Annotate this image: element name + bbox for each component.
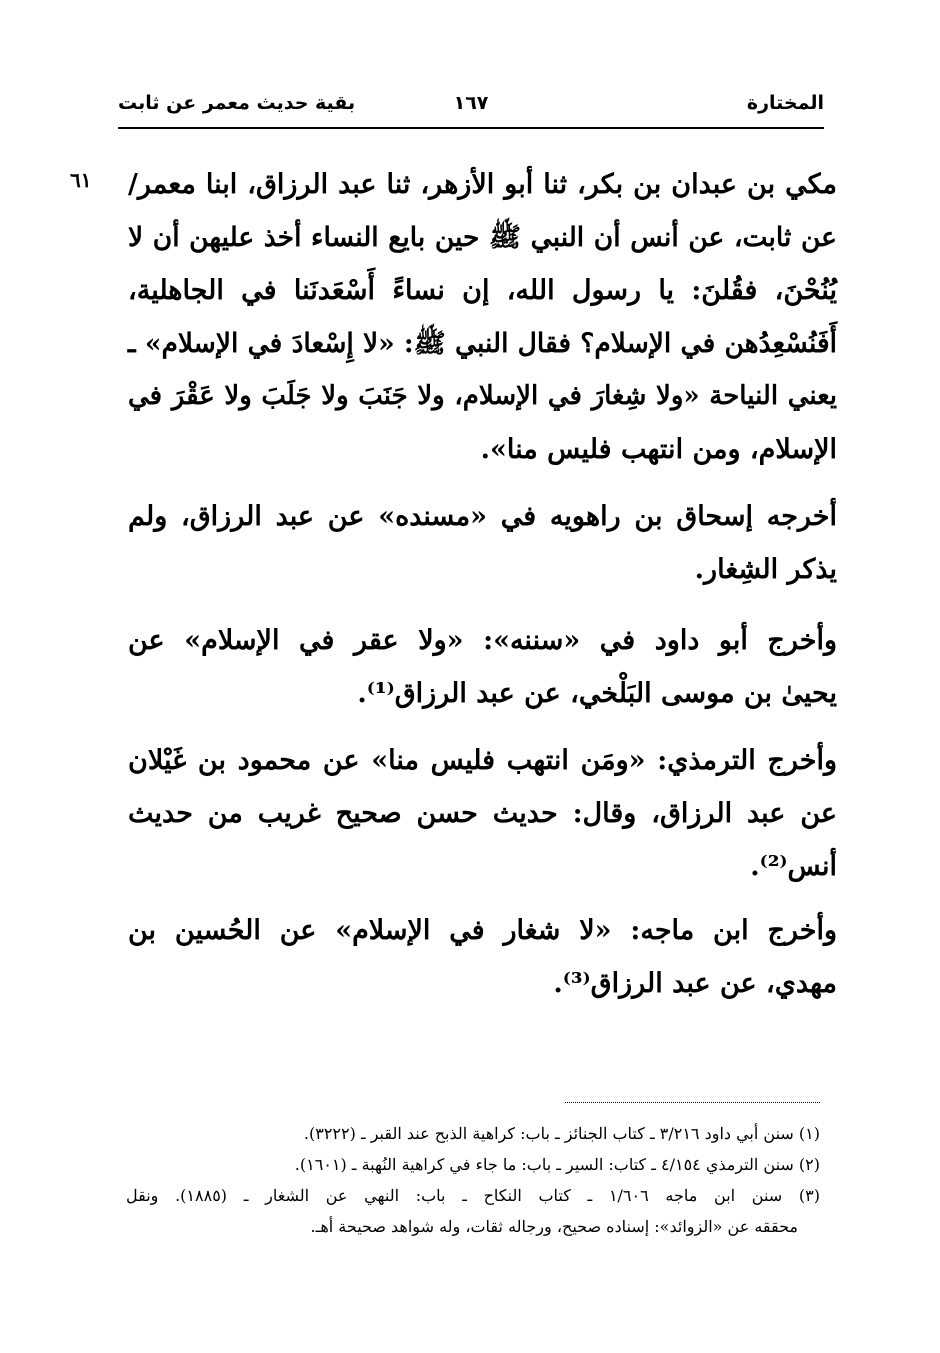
paragraph-ibn-majah — [128, 904, 837, 1010]
hadith-number: ٦١ — [70, 168, 92, 192]
text-line: عن ثابت، عن أنس أن النبي ﷺ حين بايع النساء أخذ عليهن أن لا — [128, 222, 837, 253]
text-line: الإسلام، ومن انتهب فليس منا». — [480, 434, 837, 465]
text-line: يعني النياحة «ولا شِغارَ في الإسلام، ولا جَنَبَ ولا جَلَبَ ولا عَقْرَ في — [128, 381, 837, 411]
page-number: ١٦٧ — [453, 92, 489, 114]
footnote-1: (١) سنن أبي داود ٣/٢١٦ ـ كتاب الجنائز ـ باب: كراهية الذبح عند القبر ـ (٣٢٢٢). — [303, 1124, 820, 1143]
text-line: مهدي، عن عبد الرزاق⁽³⁾. — [553, 968, 837, 999]
text-line: عن عبد الرزاق، وقال: حديث حسن صحيح غريب من حديث — [128, 798, 837, 829]
text-line: يُنُحْنَ، فقُلنَ: يا رسول الله، إن نساءً أَسْعَدنَنا في الجاهلية، — [128, 275, 837, 306]
text-line: مكي بن عبدان بن بكر، ثنا أبو الأزهر، ثنا عبد الرزاق، ابنا معمر/ — [128, 169, 837, 200]
text-line: يذكر الشِغار. — [694, 554, 837, 585]
paragraph-hadith-text — [128, 158, 837, 476]
text-line: أَفَنُسْعِدُهن في الإسلام؟ فقال النبي ﷺ: «لا إِسْعادَ في الإسلام» ـ — [127, 328, 837, 359]
header-rule — [118, 127, 824, 129]
text-line: وأخرج ابن ماجه: «لا شغار في الإسلام» عن الحُسين بن — [128, 915, 837, 946]
text-line: أنس⁽²⁾. — [750, 851, 837, 882]
paragraph-ishaq — [128, 490, 837, 596]
footnote-3: (٣) سنن ابن ماجه ١/٦٠٦ ـ كتاب النكاح ـ باب: النهي عن الشغار ـ (١٨٨٥). ونقل — [126, 1186, 820, 1205]
text-line: أخرجه إسحاق بن راهويه في «مسنده» عن عبد الرزاق، ولم — [128, 501, 837, 532]
text-line: يحيىٰ بن موسى البَلْخي، عن عبد الرزاق⁽¹⁾. — [357, 678, 837, 709]
paragraph-abu-dawud — [128, 614, 837, 720]
book-title: المختارة — [746, 92, 824, 114]
footnote-3-continuation: محققه عن «الزوائد»: إسناده صحيح، ورجاله ثقات، وله شواهد صحيحة أهـ. — [310, 1217, 798, 1236]
footnotes — [126, 1118, 820, 1242]
text-line: وأخرج أبو داود في «سننه»: «ولا عقر في الإسلام» عن — [128, 625, 837, 656]
footnote-separator — [565, 1102, 820, 1103]
footnote-2: (٢) سنن الترمذي ٤/١٥٤ ـ كتاب: السير ـ باب: ما جاء في كراهية النُهبة ـ (١٦٠١). — [294, 1155, 820, 1174]
running-header — [118, 92, 824, 126]
text-line: وأخرج الترمذي: «ومَن انتهب فليس منا» عن محمود بن غَيْلان — [128, 745, 837, 776]
paragraph-tirmidhi — [128, 734, 837, 893]
section-title: بقية حديث معمر عن ثابت — [118, 92, 356, 114]
